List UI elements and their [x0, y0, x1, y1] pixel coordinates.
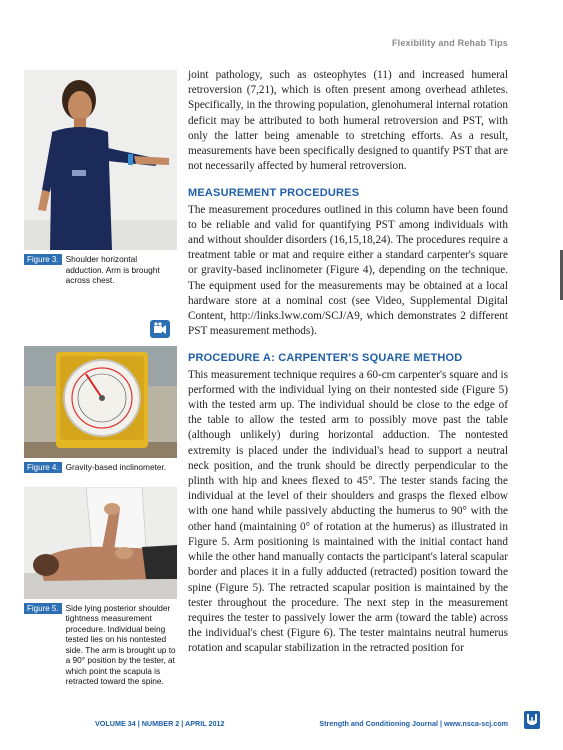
figure-3-text: Shoulder horizontal adduction. Arm is brought across chest.: [65, 254, 160, 285]
video-icon[interactable]: [150, 320, 170, 338]
figure-5-caption: [24, 603, 177, 687]
section-heading: PROCEDURE A: CARPENTER'S SQUARE METHOD: [188, 352, 463, 365]
footer-issue: VOLUME 34 | NUMBER 2 | APRIL 2012: [95, 719, 225, 728]
figure-5-label: Figure 5.: [24, 603, 62, 614]
figure-3-caption: [24, 254, 177, 286]
section-heading: MEASUREMENT PROCEDURES: [188, 187, 360, 200]
figure-5-text: Side lying posterior shoulder tightness measurement procedure. Individual being tested lies on his nontested side. The arm is brought up to a 90° position by the tester, at which point the scapula is retracted toward the spine.: [65, 602, 176, 686]
figure-column: [24, 70, 177, 687]
figure-3-photo: [24, 70, 177, 250]
figure-4-label: Figure 4.: [24, 462, 62, 473]
figure-4-photo: [24, 346, 177, 458]
figure-4-text: Gravity-based inclinometer.: [65, 461, 167, 472]
page-footer: [95, 719, 508, 728]
running-header: Flexibility and Rehab Tips: [391, 38, 508, 48]
body-paragraph: joint pathology, such as osteophytes (11) and increased humeral retroversion (7,21), which is often present among overhead athletes. Specifically, in the throwing population, glenohumeral internal rotation deficit may be attributed to both humeral retroversion and PST, with only the latter being amenable to stretching efforts. As a result, measurements have been specifically designed to quantify PST that are not necessarily affected by humeral retroversion.: [188, 69, 508, 173]
figure-3-label: Figure 3.: [24, 254, 62, 265]
footer-journal: Strength and Conditioning Journal | www.nsca-scj.com: [319, 719, 508, 728]
body-paragraph: This measurement technique requires a 60-cm carpenter's square and is performed with the individual lying on their nontested side (Figure 5) with the tested arm up. The individual should be close to the edge of the table to allow the tested arm to possibly move past the table (although unlikely) during horizontal adduction. The nontested extremity is placed under the individual's head to support a neutral neck position, and the trunk should be directly perpendicular to the plinth with hip and knees flexed to 45°. The tester stands facing the individual at the level of their shoulders and grasps the flexed elbow with one hand while passively abducting the humerus to 90° with the other hand (maintaining 0° of rotation at the humerus) as illustrated in Figure 5. Arm positioning is maintained with the initial contact hand while the other hand manually contacts the participant's lateral scapular border and places it in a fully adducted (retracted) position toward the spine (Figure 5). The retracted scapular position is maintained by the tester throughout the procedure. The next step in the measurement requires the tester to passively lower the arm (toward the table) across the individual's chest (Figure 6). The tester maintains neutral humerus rotation and scapular stabilization in the retracted position for: [188, 368, 508, 655]
article-body: [188, 68, 508, 657]
figure-4-caption: [24, 462, 177, 473]
body-paragraph: The measurement procedures outlined in this column have been found to be reliable and valid for quantifying PST among individuals with and without shoulder disorders (16,15,18,24). The procedures require a treatment table or mat and require either a standard carpenter's square or gravity-based inclinometer (Figure 4), depending on the technique. The equipment used for the measurements may be obtained at a local hardware store at a nominal cost (see Video, Supplemental Digital Content, http://links.lww.com/SCJ/A9, which demonstrates 2 different PST measurement methods).: [188, 203, 508, 338]
figure-5-photo: [24, 487, 177, 599]
bookmark-icon[interactable]: [524, 711, 540, 729]
